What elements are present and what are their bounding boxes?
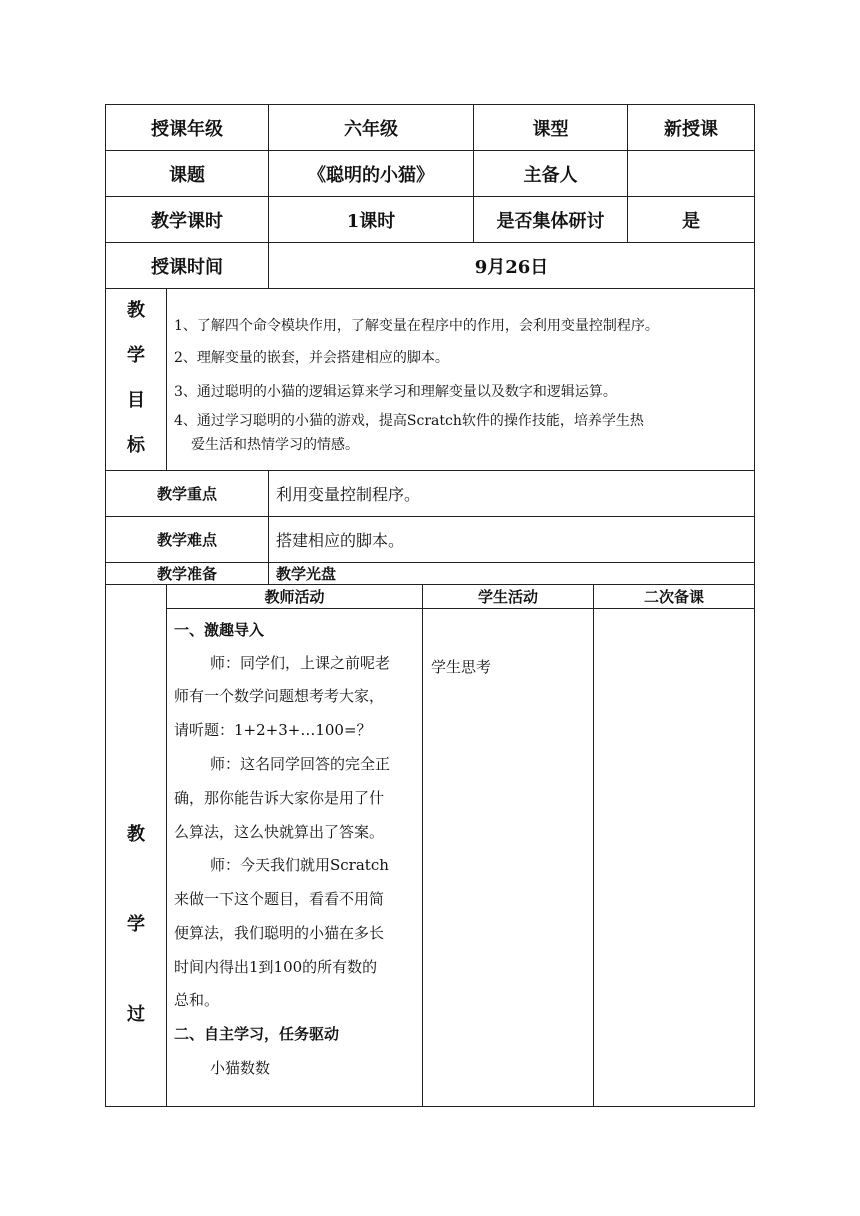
- teacher-text-line: 么算法，这么快就算出了答案。: [174, 823, 385, 841]
- table-border-right: [754, 104, 755, 1107]
- col-divider: [166, 584, 167, 1106]
- student-activity-header: 学生活动: [477, 588, 538, 606]
- section-heading: 二、自主学习，任务驱动: [174, 1025, 340, 1043]
- teacher-text-line: 总和。: [174, 991, 220, 1009]
- collective-research-value: 是: [682, 210, 700, 232]
- teaching-date-label: 授课时间: [151, 256, 223, 278]
- teacher-text-line: 请听题：1+2+3+…100=？: [174, 721, 372, 739]
- col-divider: [422, 584, 423, 1106]
- objective-item: 3、通过聪明的小猫的逻辑运算来学习和理解变量以及数字和逻辑运算。: [174, 384, 617, 400]
- col-divider: [593, 584, 594, 1106]
- class-hours-label: 教学课时: [151, 210, 223, 232]
- teaching-date-value: 9月26日: [474, 256, 549, 278]
- teacher-text-line: 师有一个数学问题想考考大家，: [174, 687, 385, 705]
- objective-item: 2、理解变量的嵌套，并会搭建相应的脚本。: [174, 350, 449, 366]
- student-activity-text: 学生思考: [431, 658, 492, 676]
- lesson-type-value: 新授课: [664, 118, 718, 140]
- grade-label: 授课年级: [151, 118, 223, 140]
- row-divider: [105, 288, 755, 289]
- process-label: 教 学 过: [127, 824, 145, 1025]
- topic-value: 《聪明的小猫》: [308, 164, 434, 186]
- objectives-label: 教 学 目 标: [127, 300, 145, 456]
- teacher-text-line: 来做一下这个题目，看看不用简: [174, 890, 385, 908]
- process-header-divider: [166, 608, 755, 609]
- col-divider: [166, 288, 167, 470]
- table-border-bottom: [105, 1106, 755, 1107]
- lead-preparer-value: [628, 151, 754, 196]
- objective-item-continued: 爱生活和热情学习的情感。: [191, 437, 359, 453]
- key-points-value: 利用变量控制程序。: [276, 485, 421, 504]
- difficulties-label: 教学难点: [156, 531, 217, 549]
- objective-item: 1、了解四个命令模块作用，了解变量在程序中的作用，会利用变量控制程序。: [174, 318, 659, 334]
- lead-preparer-label: 主备人: [523, 164, 578, 186]
- second-prep-header: 二次备课: [643, 588, 704, 606]
- preparation-value: 教学光盘: [276, 565, 337, 583]
- preparation-label: 教学准备: [156, 565, 217, 583]
- teacher-text-line: 确，那你能告诉大家你是用了什: [174, 789, 385, 807]
- teacher-text-line: 师：同学们，上课之前呢老: [210, 654, 391, 672]
- collective-research-label: 是否集体研讨: [496, 210, 605, 232]
- teacher-text-line: 时间内得出1到100的所有数的: [174, 958, 378, 976]
- col-divider: [268, 470, 269, 584]
- section-heading: 一、激趣导入: [174, 621, 265, 639]
- class-hours-value: 1课时: [346, 210, 396, 232]
- key-points-label: 教学重点: [156, 485, 217, 503]
- teacher-activity-header: 教师活动: [264, 588, 325, 606]
- teacher-text-line: 师：今天我们就用Scratch: [210, 856, 389, 874]
- teacher-text-line: 小猫数数: [210, 1059, 271, 1077]
- teacher-text-line: 师：这名同学回答的完全正: [210, 755, 391, 773]
- grade-value: 六年级: [344, 118, 398, 140]
- teacher-text-line: 便算法，我们聪明的小猫在多长: [174, 924, 385, 942]
- lesson-type-label: 课型: [532, 118, 569, 140]
- topic-label: 课题: [169, 164, 205, 186]
- difficulties-value: 搭建相应的脚本。: [276, 531, 405, 550]
- objective-item: 4、通过学习聪明的小猫的游戏，提高Scratch软件的操作技能，培养学生热: [174, 413, 644, 429]
